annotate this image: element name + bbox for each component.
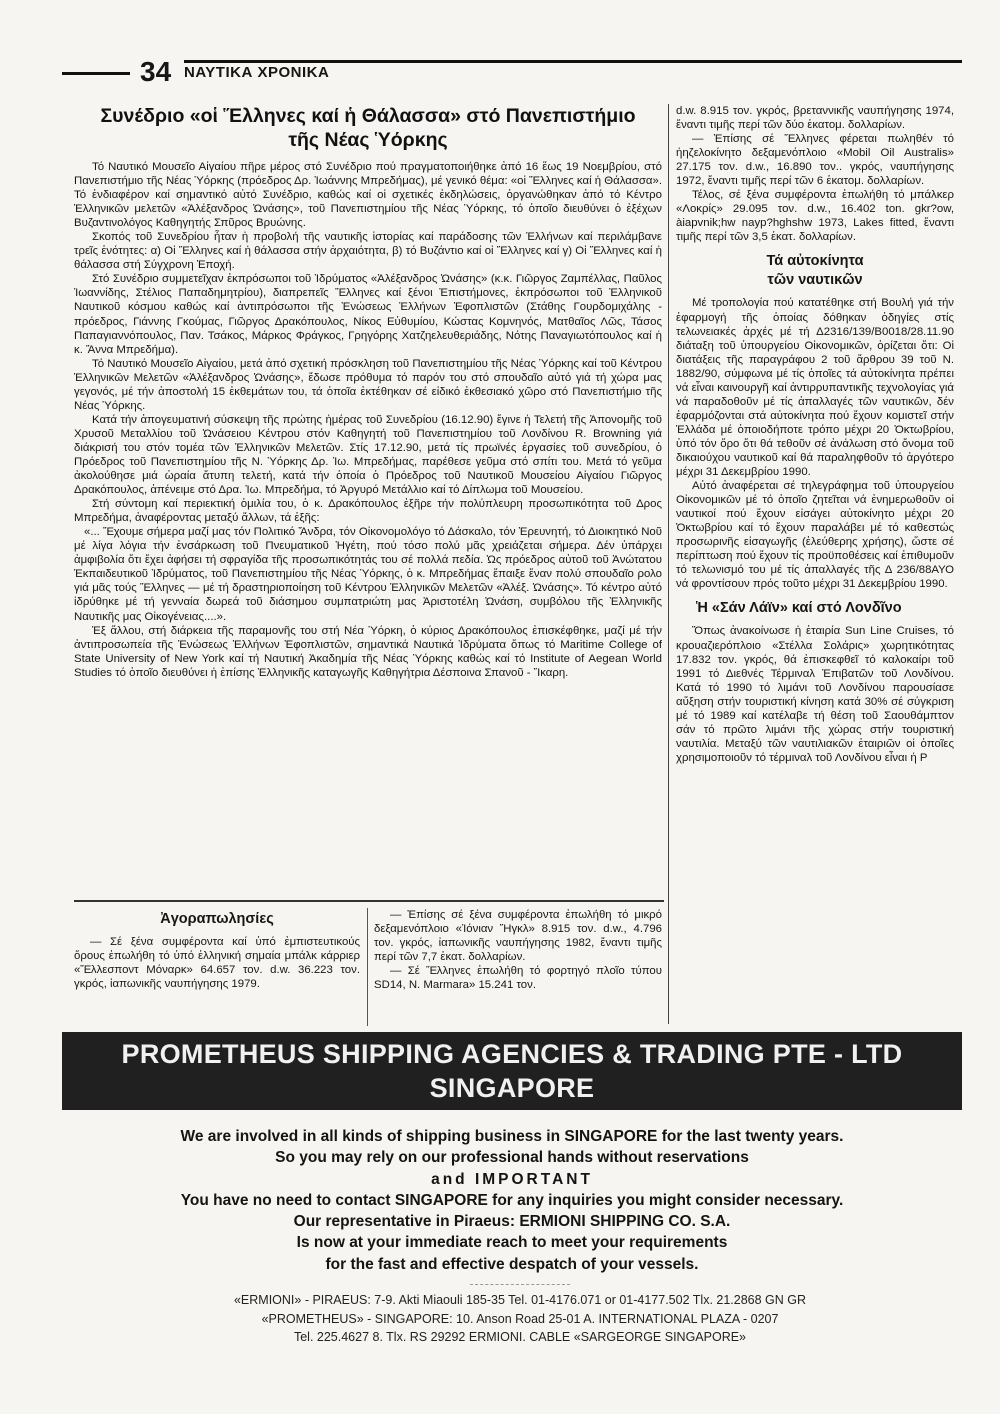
ad-line: So you may rely on our professional hands without reservations [275,1149,749,1167]
cars-title-line2: τῶν ναυτικῶν [767,272,863,289]
sales-continued-paragraph: d.w. 8.915 τον. γκρός, βρεταννικῆς ναυπήγησης 1974, ἔναντι τιμῆς περί τῶν δύο ἑκατομ. δολλαρίων. [676,105,954,132]
sales-paragraph: — Σέ ξένα συμφέροντα καί ὑπό ἐμπιστευτικούς ὅρους ἐπωλήθη τό ὑπό ἑλληνική σημαία μπάλκ κάρριερ «Ἕλλεσποντ Μόναρκ» 64.657 τον. d.w. 36.223 τον. γκρός, ἰαπωνικῆς ναυπήγησης 1979. [74,936,360,991]
cars-paragraph: Μέ τροπολογία πού κατατέθηκε στή Βουλή γιά τήν ἐφαρμογή τῆς ὁποίας δόθηκαν ὁδηγίες στίς τελωνειακές ἀρχές μέ τή Δ2316/139/Β0018/28.11.90 διάταξη τοῦ ὑπουργείου Οἰκονομικῶν, ὁρίζεται ὅτι: Οἱ διατάξεις τῆς παραγράφου 2 τοῦ ἄρθρου 39 τοῦ Ν. 1882/90, σύμφωνα μέ τίς ὁποῖες τά αὐτοκίνητα πρέπει νά εἶναι καινουργῆ καί ἀντιρρυπαντικῆς τεχνολογίας γιά νά παραδοθοῦν μέ τίς ἀπαλλαγές τῶν ναυτικῶν, δέν ἐφαρμόζονται στά αὐτοκίνητα πού ἔχουν κομιστεῖ στήν Ἑλλάδα μέ ὁποιοδήποτε τρόπο μέχρι 20 Ὀκτωβρίου, ὑπό τόν ὅρο ὅτι θά τεθοῦν σέ ἀνάλωση στό ὄνομα τοῦ δικαιούχου ναυτικοῦ καί θά παραληφθοῦν τό ἀργότερο μέχρι 31 Δεκεμβρίου 1990. [676,297,954,479]
sales-section [74,908,664,1026]
address-line: Tel. 225.4627 8. Tlx. RS 29292 ERMIONI. CABLE «SARGEORGE SINGAPORE» [293,1330,747,1344]
sunline-paragraph: Ὅπως ἀνακοίνωσε ἡ ἑταιρία Sun Line Cruises, τό κρουαζιερόπλοιο «Στέλλα Σολάρις» χωρητικότητας 17.832 τον. γκρός, θά ἐπισκεφθεῖ τό καλοκαίρι τοῦ 1991 τό Διεθνές Τέρμιναλ Ἐπιβατῶν τοῦ Λονδίνου. Κατά τό 1990 τό λιμάνι τοῦ Λονδίνου παρουσίασε αὔξηση στήν τουριστική κίνηση κατά 30% σέ σύγκριση μέ τό 1989 καί κατέλαβε τή θέση τοῦ Σαουθάμπτον σάν τό πρῶτο λιμάνι τῆς χώρας στήν τουριστική ναυτιλία. Μεταξύ τῶν ναυτιλιακῶν ἑταιριῶν οἱ ὁποῖες χρησιμοποιοῦν τό τέρμιναλ τοῦ Λονδίνου εἶναι ἡ P [676,625,954,764]
sales-continued-paragraph: Τέλος, σέ ξένα συμφέροντα ἐπωλήθη τό μπάλκερ «Λοκρίς» 29.095 τον. d.w., 16.402 ton. gkr?ow, àiapvnik;hw nayp?hghshw 1973, Lakes fitted, ἔναντι τιμῆς περί τῶν 3,5 ἑκατ. δολλαρίων. [676,189,954,244]
article-paragraph: Τό Ναυτικό Μουσεῖο Αἰγαίου, μετά ἀπό σχετική πρόσκληση τοῦ Πανεπιστημίου τῆς Νέας Ὑόρκης καί τοῦ Κέντρου Ἑλληνικῶν Μελετῶν «Ἀλέξανδρος Ὠνάσης», ἔδωσε πρόθυμα τό παρόν του στό σπουδαῖο αὐτό γιά τή χώρα μας γεγονός, μέ τήν ἀποστολή 15 ἐκθεμάτων του, τά ὁποῖα ἐκτέθηκαν σέ εἰδικό ἐκθεσιακό χῶρο στό Πανεπιστήμιο τῆς Νέας Ὑόρκης. [74,357,662,412]
article-paragraph: Σκοπός τοῦ Συνεδρίου ἦταν ἡ προβολή τῆς ναυτικῆς ἱστορίας καί παράδοσης τῶν Ἑλλήνων καί περιλάμβανε τρεῖς ἑνότητες: α) Οἱ Ἕλληνες καί ἡ θάλασσα στήν ἀρχαιότητα, β) τό Βυζάντιο καί οἱ Ἕλληνες καί γ) Οἱ Ἕλληνες καί ἡ θάλασσα στή Σύγχρονη Ἐποχή. [74,231,662,272]
ad-company-location: SINGAPORE [429,1073,595,1103]
sales-paragraph: — Ἐπίσης σέ ξένα συμφέροντα ἐπωλήθη τό μικρό δεξαμενόπλοιο «Ἰόνιαν Ἥγκλ» 8.915 τον. d.w., 4.796 τον. γκρός, ἰαπωνικῆς ναυπήγησης 1982, ἔναντι τιμῆς περί τῶν 7,7 ἑκατ. δολλαρίων. [374,909,662,964]
ad-line: You have no need to contact SINGAPORE for any inquiries you might consider necessary. [180,1191,844,1209]
ad-line: We are involved in all kinds of shipping business in SINGAPORE for the last twenty years. [180,1128,844,1145]
header-rule-left [62,72,130,75]
sales-paragraph: — Σέ Ἕλληνες ἐπωλήθη τό φορτηγό πλοῖο τύπου SD14, N. Marmara» 15.241 τον. [374,965,662,992]
ad-body [62,1126,962,1275]
header-rule-right [184,60,962,63]
article-title-line1: Συνέδριο «οἱ Ἕλληνες καί ἡ Θάλασσα» στό Πανεπιστήμιο [100,105,636,127]
ad-addresses [150,1284,890,1347]
sales-column-2 [374,908,662,992]
address-divider [470,1284,570,1285]
sales-column-divider [367,908,368,1026]
page-header [62,56,962,94]
article-paragraph: Στή σύντομη καί περιεκτική ὁμιλία του, ὁ κ. Δρακόπουλος ἐξῆρε τήν πολύπλευρη προσωπικότητα τοῦ Δρος Μπρεδήμα, ἀναφέροντας μεταξύ ἄλλων, τά ἑξῆς: [74,498,662,525]
article-title [74,104,662,152]
sunline-title: Ἡ «Σάν Λάϊν» καί στό Λονδῖνο [696,600,902,617]
ad-line-important: and IMPORTANT [431,1170,593,1188]
publication-title: ΝΑΥΤΙΚΑ ΧΡΟΝΙΚΑ [184,64,330,81]
cars-title-line1: Τά αὐτοκίνητα [766,253,864,270]
column-divider [668,104,669,1024]
sales-continued-paragraph: — Ἐπίσης σέ Ἕλληνες φέρεται πωληθέν τό ἠηζελοκίνητο δεξαμενόπλοιο «Mobil Oil Australis» 27.175 τον. d.w., 16.890 τον.. γκρός, ναυπήγησης 1972, ἔναντι τιμῆς περί τῶν 6 ἑκατομ. δολλαρίων. [676,133,954,188]
article-quote: «... Ἔχουμε σήμερα μαζί μας τόν Πολιτικό Ἄνδρα, τόν Οἰκονομολόγο τό Δάσκαλο, τόν Ἐρευνητή, τό Διοικητικό Νοῦ μέ λίγα λόγια τήν ἐνσάρκωση τοῦ Πνευματικοῦ Ἡγέτη, πού τόσο πολύ μᾶς χρειάζεται σήμερα. Δέν ὑπάρχει ἀμφιβολία ὅτι ἔχει ἀφήσει τή σφραγίδα τῆς προσωπικότητάς του σέ πολλά πεδία. Ὡς πρόεδρος αὐτοῦ τοῦ Ἀνώτατου Ἐκπαιδευτικοῦ Ἱδρύματος, τοῦ Πανεπιστημίου τῆς Νέας Ὑόρκης, ὁ κ. Μπρεδήμας ἔπαιξε ἕναν πολύ σπουδαῖο ρολο γιά μᾶς τούς Ἕλληνες — μέ τή δραστηριοποίηση τοῦ Κέντρου Ἑλληνικῶν Μελετῶν «Ἀλέξ. Ὠνάσης». Τό κέντρο αὐτό ἱδρύθηκε μέ τή γενναία δωρεά τοῦ διάσημου συμπατριώτη μας Ἀριστοτέλη Ὠνάση, συμβόλου τῆς Ἑλληνικῆς Ναυτικῆς μας Οἰκογένειας....». [74,526,662,623]
article-closing: Ἐξ ἄλλου, στή διάρκεια τῆς παραμονῆς του στή Νέα Ὑόρκη, ὁ κύριος Δρακόπουλος ἐπισκέφθηκε, μαζί μέ τήν ἀντιπροσωπεία τῆς Ἑνώσεως Ἑλλήνων Ἐφοπλιστῶν, σημαντικά Ναυτικά Ἱδρύματα ὅπως τό Maritime College of State University of New York καί τή Ναυτική Ἀκαδημία τῆς Νέας Ὑόρκης καθώς καί τό Institute of Aegean World Studies τό ὁποῖο διευθύνει ἡ ἐπίσης Ἑλληνικῆς καταγωγῆς Καθηγήτρια Δέσποινα Σπανοῦ - Ἴκαρη. [74,624,662,679]
article-title-line2: τῆς Νέας Ὑόρκης [288,129,448,151]
article-paragraph: Τό Ναυτικό Μουσεῖο Αἰγαίου πῆρε μέρος στό Συνέδριο πού πραγματοποιήθηκε ἀπό 16 ἕως 19 Νοεμβρίου, στό Πανεπιστήμιο τῆς Νέας Ὑόρκης (πρόεδρος Δρ. Ἰωάννης Μπρεδήμας), μέ γενικό θέμα: «οἱ Ἕλληνες καί ἡ Θάλασσα». Τό ἐνδιαφέρον καί σημαντικό αὐτό Συνέδριο, καθώς καί οἱ σχετικές ἐκδηλώσεις, ὀργανώθηκαν ἀπό τό Κέντρο Ἑλληνικῶν μελετῶν «Ἀλέξανδρος Ὠνάσης», τοῦ Πανεπιστημίου τῆς Νέας Ὑόρκης, τό ὁποῖο διευθύνει ὁ ἐξέχων Βυζαντινολόγος Καθηγητής Σπῦρος Βρυώνης. [74,161,662,230]
ad-banner [62,1032,962,1110]
address-line: «PROMETHEUS» - SINGAPORE: 10. Anson Road 25-01 A. INTERNATIONAL PLAZA - 0207 [261,1311,779,1326]
sales-column-1 [74,908,360,991]
ad-line: Is now at your immediate reach to meet your requirements [296,1234,728,1252]
ad-company-name: PROMETHEUS SHIPPING AGENCIES & TRADING PTE - LTD [121,1039,903,1069]
page-number: 34 [140,56,172,87]
section-divider [74,900,664,902]
cars-title [676,252,954,290]
main-article [74,104,662,894]
sales-title: Ἀγοραπωλησίες [160,911,274,927]
article-paragraph: Στό Συνέδριο συμμετεῖχαν ἐκπρόσωποι τοῦ Ἱδρύματος «Ἀλέξανδρος Ὠνάσης» (κ.κ. Γιῶργος Ζαμπέλλας, Παῦλος Ἰωαννίδης, Στέλιος Παπαδημητρίου), διαπρεπεῖς Ἕλληνες καί ξένοι Ἐπιστήμονες, ἐκπρόσωποι τοῦ Ἑλληνικοῦ Ναυτικοῦ κόσμου καθώς καί ἀντιπρόσωποι τῆς Ἑνώσεως Ἑλλήνων Ἐφοπλιστῶν (Στάθης Γουρδομιχάλης - πρόεδρος, Γιάννης Γκούμας, Γιῶργος Δρακόπουλος, Νίκος Εὐθυμίου, Κώστας Κομνηνός, Ματθαῖος Λῶς, Τάσος Παπαγιαννόπουλος, Παν. Τσάκος, Μάρκος Φράγκος, Γρηγόρης Χατζηελευθεριάδης, Νότης Παναγιωτόπουλος καί ἡ κ. Ἄννα Μπρεδήμα). [74,273,662,356]
ad-line: Our representative in Piraeus: ERMIONI SHIPPING CO. S.A. [293,1213,731,1231]
cars-paragraph: Αὐτό ἀναφέρεται σέ τηλεγράφημα τοῦ ὑπουργείου Οἰκονομικῶν μέ τό ὁποῖο ζητεῖται νά ἐνημερωθοῦν οἱ ναυτικοί πού ἔχουν εἰσάγει αὐτοκίνητο μέχρι 20 Ὀκτωβρίου καί τό ἔχουν παραλάβει μέ τό καθεστώς προσωρινῆς εἰσαγωγῆς (ἐλεύθερης χρήσης), ὥστε σέ περίπτωση πού ἔχουν τίς προϋποθέσεις καί ἐπιθυμοῦν τό τελωνισμό του μέ τίς ἀπαλλαγές τῆς Δ 236/88ΑΥΟ νά φροντίσουν πρός τοῦτο μέχρι 31 Δεκεμβρίου 1990. [676,480,954,591]
article-paragraph: Κατά τήν ἀπογευματινή σύσκεψη τῆς πρώτης ἡμέρας τοῦ Συνεδρίου (16.12.90) ἔγινε ἡ Τελετή τῆς Ἀπονομῆς τοῦ Χρυσοῦ Μεταλλίου τοῦ Ὠνάσειου Κέντρου στόν Καθηγητή τοῦ Πανεπιστημίου τοῦ Λονδίνου R. Browning γιά διάκρισή του στόν τομέα τῶν Ἑλληνικῶν Μελετῶν. Στίς 17.12.90, μετά τίς πρωϊνές ἐργασίες τοῦ συνεδρίου, ὁ Πρόεδρος τοῦ Πανεπιστημίου τῆς Ν. Ὑόρκης Δρ. Ἰω. Μπρεδήμας, παρέθεσε γεῦμα στό σπίτι του. Μετά τό γεῦμα ἀκολούθησε μιά ὡραία ἄτυπη τελετή, κατά τήν ὁποία ὁ Πρόεδρος τοῦ Ναυτικοῦ Μουσείου Αἰγαίου Γιῶργος Δρακόπουλος, ἀπένειμε στό Δρα. Ἰω. Μπρεδήμα, τό Ἀργυρό Μετάλλιο καί τό Δίπλωμα τοῦ Μουσείου. [74,413,662,497]
ad-line: for the fast and effective despatch of your vessels. [325,1255,699,1273]
address-line: «ERMIONI» - PIRAEUS: 7-9. Akti Miaouli 185-35 Tel. 01-4176.071 or 01-4177.502 Tlx. 21.2868 GN GR [233,1293,807,1307]
right-column [676,104,954,1026]
